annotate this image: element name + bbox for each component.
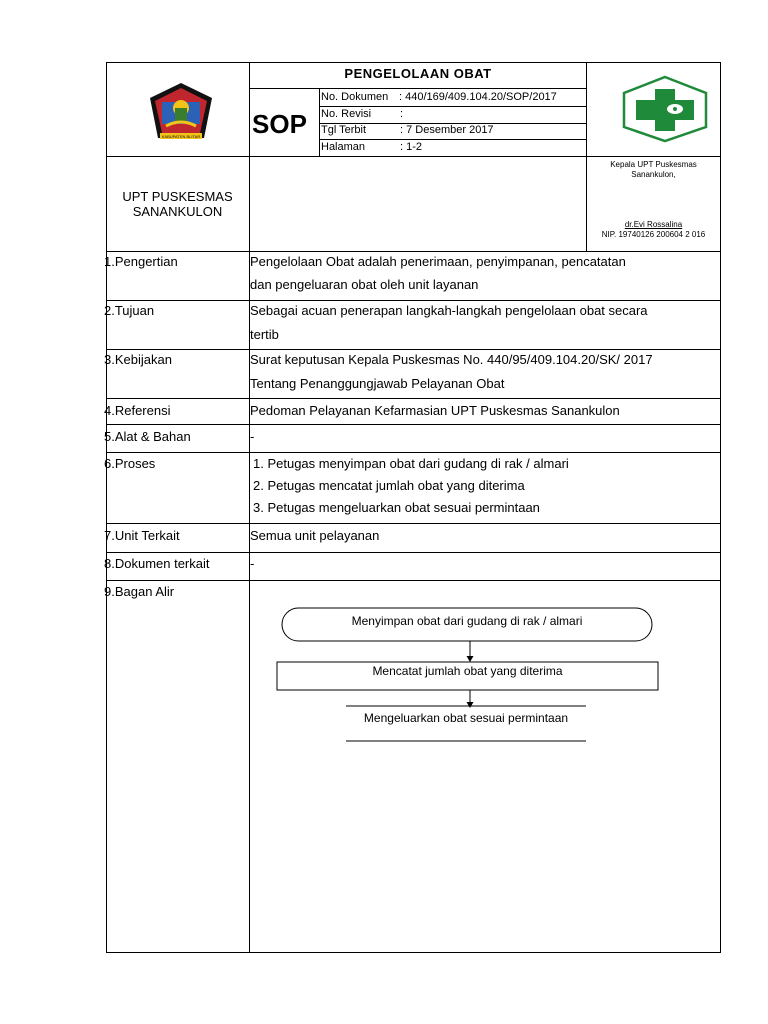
signer-title-line2: Sanankulon,: [631, 170, 676, 179]
row-line-3: [106, 398, 721, 399]
institution-name-line1: UPT PUSKESMAS: [122, 189, 233, 204]
no-revisi-value: :: [400, 108, 404, 120]
flowchart-step-1: Menyimpan obat dari gudang di rak / almari: [351, 614, 583, 628]
flowchart-arrowhead-2: [467, 702, 474, 708]
no-dokumen-value: : 440/169/409.104.20/SOP/2017: [399, 91, 557, 103]
section-text-dokumen-terkait: -: [250, 556, 255, 571]
section-label-pengertian: 1.Pengertian: [104, 254, 178, 269]
section-text-referensi: Pedoman Pelayanan Kefarmasian UPT Puskesmas Sanankulon: [250, 403, 620, 418]
flowchart-arrowhead-1: [467, 656, 474, 662]
section-text-tujuan-2: tertib: [250, 327, 279, 342]
meta-line-3: [319, 139, 587, 140]
page-title: PENGELOLAAN OBAT: [344, 66, 492, 81]
section-label-tujuan: 2.Tujuan: [104, 303, 155, 318]
sop-label: SOP: [252, 109, 307, 139]
proses-step-3: 3. Petugas mengeluarkan obat sesuai permintaan: [253, 500, 540, 515]
section-label-dokumen-terkait: 8.Dokumen terkait: [104, 556, 210, 571]
puskesmas-logo: [620, 75, 710, 143]
kabupaten-logo: [146, 80, 216, 144]
row-line-header-end: [106, 251, 721, 252]
row-line-1: [106, 300, 721, 301]
section-text-alat-bahan: -: [250, 429, 255, 444]
outer-border-right: [720, 62, 721, 953]
signer-nip: NIP. 19740126 200604 2 016: [601, 230, 706, 239]
flowchart-step-2: Mencatat jumlah obat yang diterima: [372, 664, 563, 678]
row-line-4: [106, 424, 721, 425]
col-divider: [249, 62, 250, 953]
section-label-unit-terkait: 7.Unit Terkait: [104, 528, 180, 543]
proses-step-1: 1. Petugas menyimpan obat dari gudang di rak / almari: [253, 456, 569, 471]
section-text-unit-terkait: Semua unit pelayanan: [250, 528, 380, 543]
row-line-5: [106, 452, 721, 453]
section-label-referensi: 4.Referensi: [104, 403, 171, 418]
no-dokumen-label: No. Dokumen: [321, 91, 389, 103]
outer-border-top: [106, 62, 721, 63]
section-label-alat-bahan: 5.Alat & Bahan: [104, 429, 191, 444]
row-line-2: [106, 349, 721, 350]
row-line-6: [106, 523, 721, 524]
halaman-value: : 1-2: [400, 141, 423, 153]
section-label-kebijakan: 3.Kebijakan: [104, 352, 172, 367]
row-line-8: [106, 580, 721, 581]
meta-line-1: [319, 106, 587, 107]
row-line-7: [106, 552, 721, 553]
title-underline: [249, 88, 587, 89]
header-bottom-line: [106, 156, 721, 157]
tgl-terbit-label: Tgl Terbit: [321, 124, 367, 136]
section-text-pengertian-2: dan pengeluaran obat oleh unit layanan: [250, 277, 479, 292]
tgl-terbit-value: : 7 Desember 2017: [400, 124, 494, 136]
section-text-kebijakan-1: Surat keputusan Kepala Puskesmas No. 440/95/409.104.20/SK/ 2017: [250, 352, 653, 367]
section-label-proses: 6.Proses: [104, 456, 156, 471]
proses-step-2: 2. Petugas mencatat jumlah obat yang diterima: [253, 478, 525, 493]
section-text-tujuan-1: Sebagai acuan penerapan langkah-langkah pengelolaan obat secara: [250, 303, 648, 318]
signer-name: dr.Evi Rossalina: [624, 220, 683, 229]
halaman-label: Halaman: [321, 141, 366, 153]
section-label-bagan-alir: 9.Bagan Alir: [104, 584, 175, 599]
section-text-pengertian-1: Pengelolaan Obat adalah penerimaan, penyimpanan, pencatatan: [250, 254, 626, 269]
outer-border-bottom: [106, 952, 721, 953]
svg-text:KABUPATEN BLITAR: KABUPATEN BLITAR: [161, 134, 201, 139]
flowchart-step-3: Mengeluarkan obat sesuai permintaan: [363, 711, 569, 725]
institution-name-line2: SANANKULON: [132, 204, 223, 219]
section-text-kebijakan-2: Tentang Penanggungjawab Pelayanan Obat: [250, 376, 505, 391]
signer-title-line1: Kepala UPT Puskesmas: [610, 160, 697, 169]
no-revisi-label: No. Revisi: [321, 108, 372, 120]
